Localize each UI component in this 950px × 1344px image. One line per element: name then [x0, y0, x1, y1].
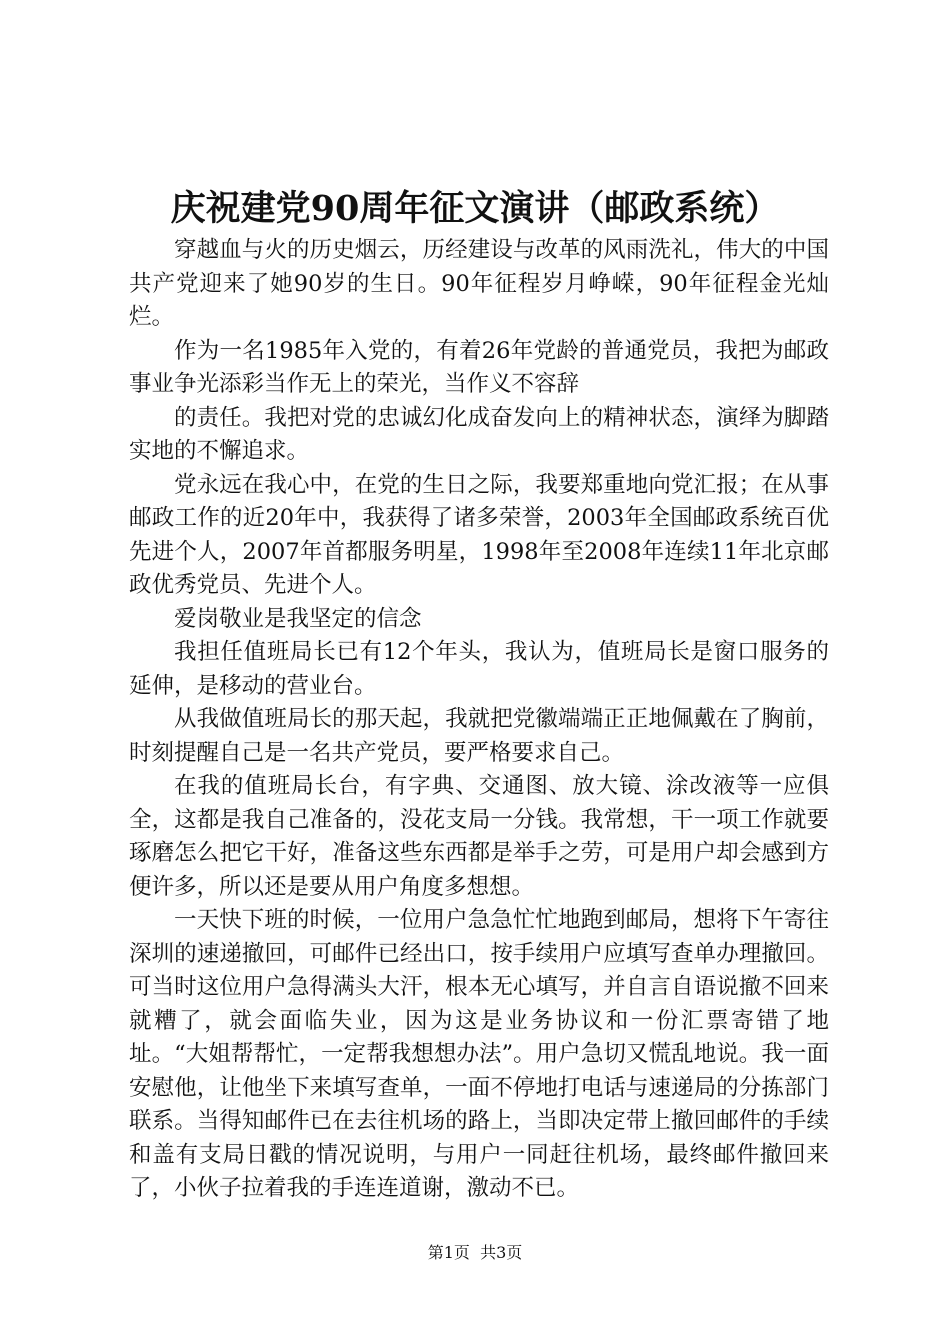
- paragraph-2: 作为一名1985年入党的，有着26年党龄的普通党员，我把为邮政事业争光添彩当作无上的荣光，当作义不容辞: [129, 337, 829, 397]
- document-body: [129, 234, 829, 1206]
- paragraph-7: 从我做值班局长的那天起，我就把党徽端端正正地佩戴在了胸前，时刻提醒自己是一名共产党员，要严格要求自己。: [129, 706, 829, 766]
- paragraph-9: 一天快下班的时候，一位用户急急忙忙地跑到邮局，想将下午寄往深圳的速递撤回，可邮件已经出口，按手续用户应填写查单办理撤回。可当时这位用户急得满头大汗，根本无心填写，并自言自语说撤不回来就糟了，就会面临失业，因为这是业务协议和一份汇票寄错了地址。“大姐帮帮忙，一定帮我想想办法”。用户急切又慌乱地说。我一面安慰他，让他坐下来填写查单，一面不停地打电话与速递局的分拣部门联系。当得知邮件已在去往机场的路上，当即决定带上撤回邮件的手续和盖有支局日戳的情况说明，与用户一同赶往机场，最终邮件撤回来了，小伙子拉着我的手连连道谢，激动不已。: [129, 907, 829, 1201]
- paragraph-4: 党永远在我心中，在党的生日之际，我要郑重地向党汇报；在从事邮政工作的近20年中，我获得了诸多荣誉，2003年全国邮政系统百优先进个人，2007年首都服务明星，1998年至2008年连续11年北京邮政优秀党员、先进个人。: [129, 471, 829, 598]
- paragraph-3: 的责任。我把对党的忠诚幻化成奋发向上的精神状态，演绎为脚踏实地的不懈追求。: [129, 404, 829, 464]
- paragraph-8: 在我的值班局长台，有字典、交通图、放大镜、涂改液等一应俱全，这都是我自己准备的，没花支局一分钱。我常想，干一项工作就要琢磨怎么把它干好，准备这些东西都是举手之劳，可是用户却会感到方便许多，所以还是要从用户角度多想想。: [129, 773, 829, 900]
- paragraph-1: 穿越血与火的历史烟云，历经建设与改革的风雨洗礼，伟大的中国共产党迎来了她90岁的生日。90年征程岁月峥嵘，90年征程金光灿烂。: [129, 237, 829, 330]
- paragraph-6: 我担任值班局长已有12个年头，我认为，值班局长是窗口服务的延伸，是移动的营业台。: [129, 639, 829, 699]
- document-title: 庆祝建党90周年征文演讲（邮政系统）: [170, 188, 780, 229]
- page-footer: 第1页 共3页: [427, 1243, 523, 1262]
- paragraph-5: 爱岗敬业是我坚定的信念: [174, 605, 422, 632]
